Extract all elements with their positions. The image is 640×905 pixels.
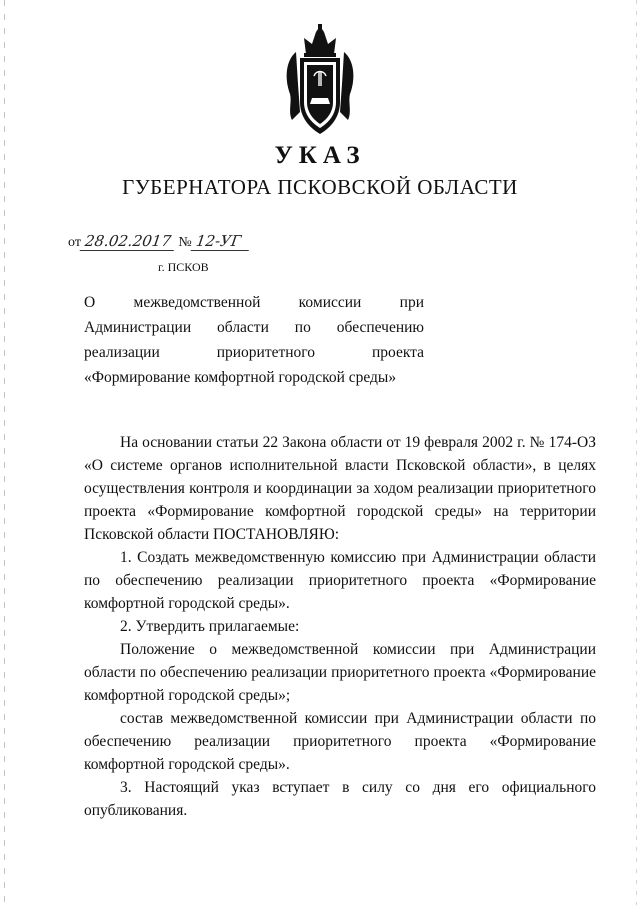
subject-line: О межведомственной комиссии при [84,294,424,311]
item-3-paragraph: 3. Настоящий указ вступает в силу со дня его официального опубликования. [84,779,596,819]
handwritten-date: 28.02.2017 [80,232,177,251]
decree-date-number [68,232,250,251]
city-label: г. ПСКОВ [158,260,209,274]
pskov-coat-of-arms-icon [282,24,358,142]
scan-edge-left [4,0,5,905]
scan-edge-right [636,0,637,905]
decree-body [84,431,596,822]
number-prefix: № [178,235,192,250]
subject-line: «Формирование комфортной городской среды» [84,369,397,386]
item-1-paragraph: 1. Создать межведомственную комиссию при Администрации области по обеспечению реализации приоритетного проекта «Формирование комфортной городской среды». [84,549,596,612]
subject-line: Администрации области по обеспечению [84,319,424,336]
preamble-paragraph: На основании статьи 22 Закона области от 19 февраля 2002 г. № 174-ОЗ «О системе органов исполнительной власти Псковской области», в целях осуществления контроля и координации за ходом реализации приоритетного проекта «Формирование комфортной городской среды» на территории Псковской области ПОСТАНОВЛЯЮ: [84,434,596,543]
document-subtitle: ГУБЕРНАТОРА ПСКОВСКОЙ ОБЛАСТИ [122,175,518,199]
item-2-paragraph: 2. Утвердить прилагаемые: [120,618,300,635]
item-2a-paragraph: Положение о межведомственной комиссии при Администрации области по обеспечению реализации приоритетного проекта «Формирование комфортной городской среды»; [84,641,596,704]
handwritten-number: 12-УГ [190,232,251,251]
subject-line: реализации приоритетного проекта [84,344,424,361]
item-2b-paragraph: состав межведомственной комиссии при Администрации области по обеспечению реализации приоритетного проекта «Формирование комфортной городской среды». [84,710,596,773]
date-prefix: от [68,235,81,250]
decree-subject [84,290,424,390]
document-title: УКАЗ [274,142,366,169]
